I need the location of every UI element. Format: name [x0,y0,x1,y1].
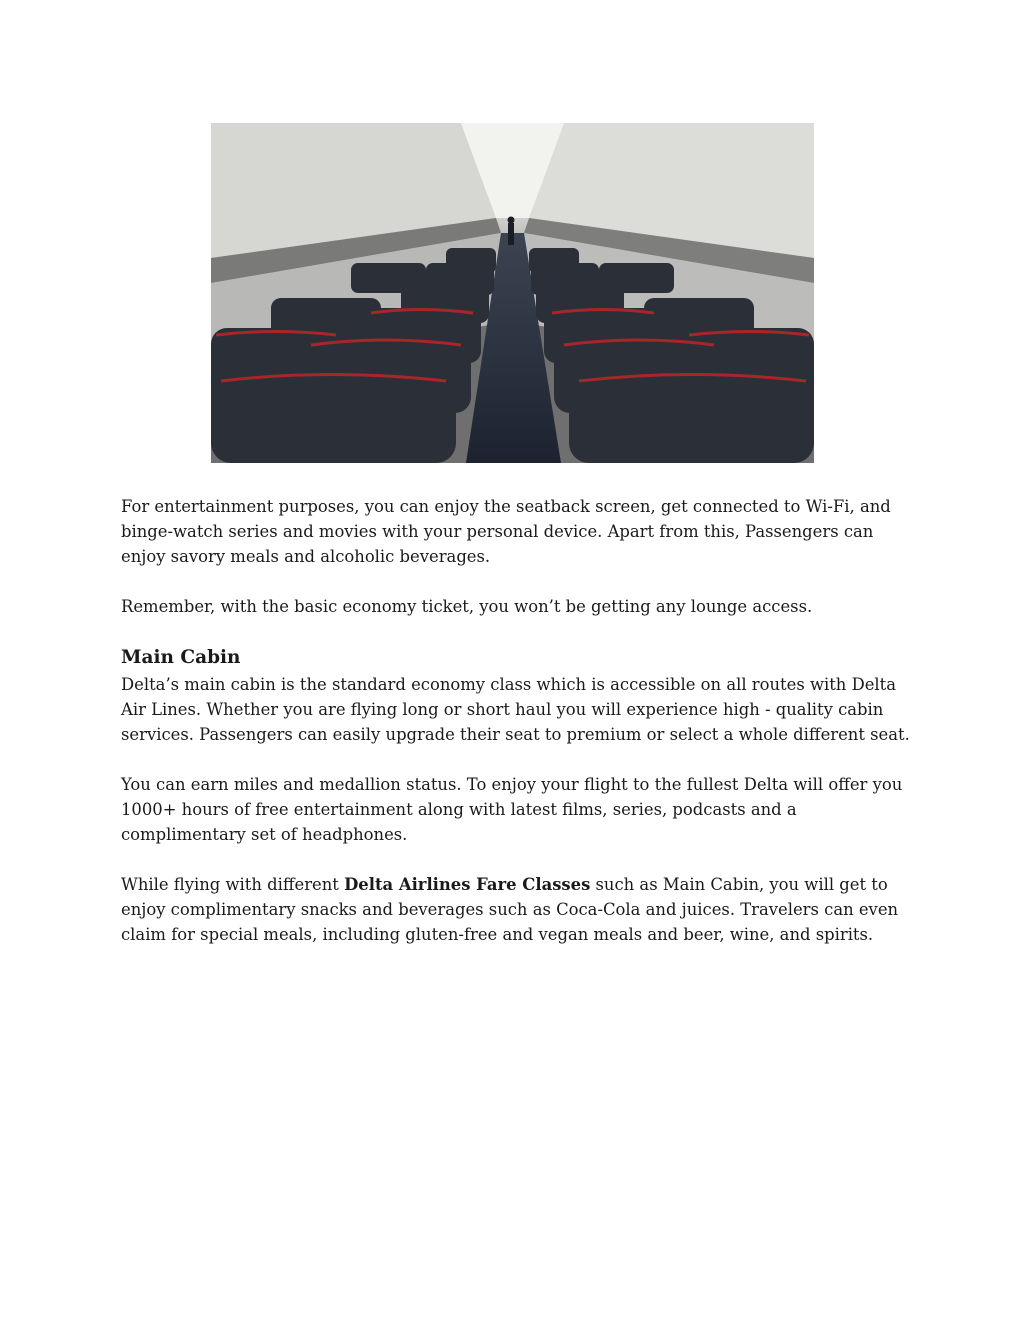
paragraph-fare-classes-lead: While flying with different [121,875,345,894]
paragraph-miles-entertainment: You can earn miles and medallion status. To enjoy your flight to the fullest Delta will offer you 1000+ hours of free entertainment along with latest films, series, podcasts and a complimentary set of headphones. [121,775,903,844]
paragraph-main-cabin-intro: Delta’s main cabin is the standard economy class which is accessible on all routes with Delta Air Lines. Whether you are flying long or short haul you will experience high - quality cabin services. Passengers can easily upgrade their seat to premium or select a whole different seat. [121,675,910,744]
paragraph-entertainment: For entertainment purposes, you can enjoy the seatback screen, get connected to Wi-Fi, and binge-watch series and movies with your personal device. Apart from this, Passengers can enjoy savory meals and alcoholic beverages. [121,497,891,566]
article-body [121,494,911,972]
paragraph-lounge-access: Remember, with the basic economy ticket, you won’t be getting any lounge access. [121,597,813,616]
airplane-cabin-photo [211,123,814,463]
fare-classes-bold-text: Delta Airlines Fare Classes [344,875,591,894]
paragraph-fare-classes [121,872,911,947]
section-heading-main-cabin: Main Cabin [121,647,241,668]
paragraph-fare-classes-rest: such as Main Cabin, you will get to enjoy complimentary snacks and beverages such as Coca-Cola and juices. Travelers can even claim for special meals, including gluten-free and vegan meals and beer, wine, and spirits. [121,875,899,944]
